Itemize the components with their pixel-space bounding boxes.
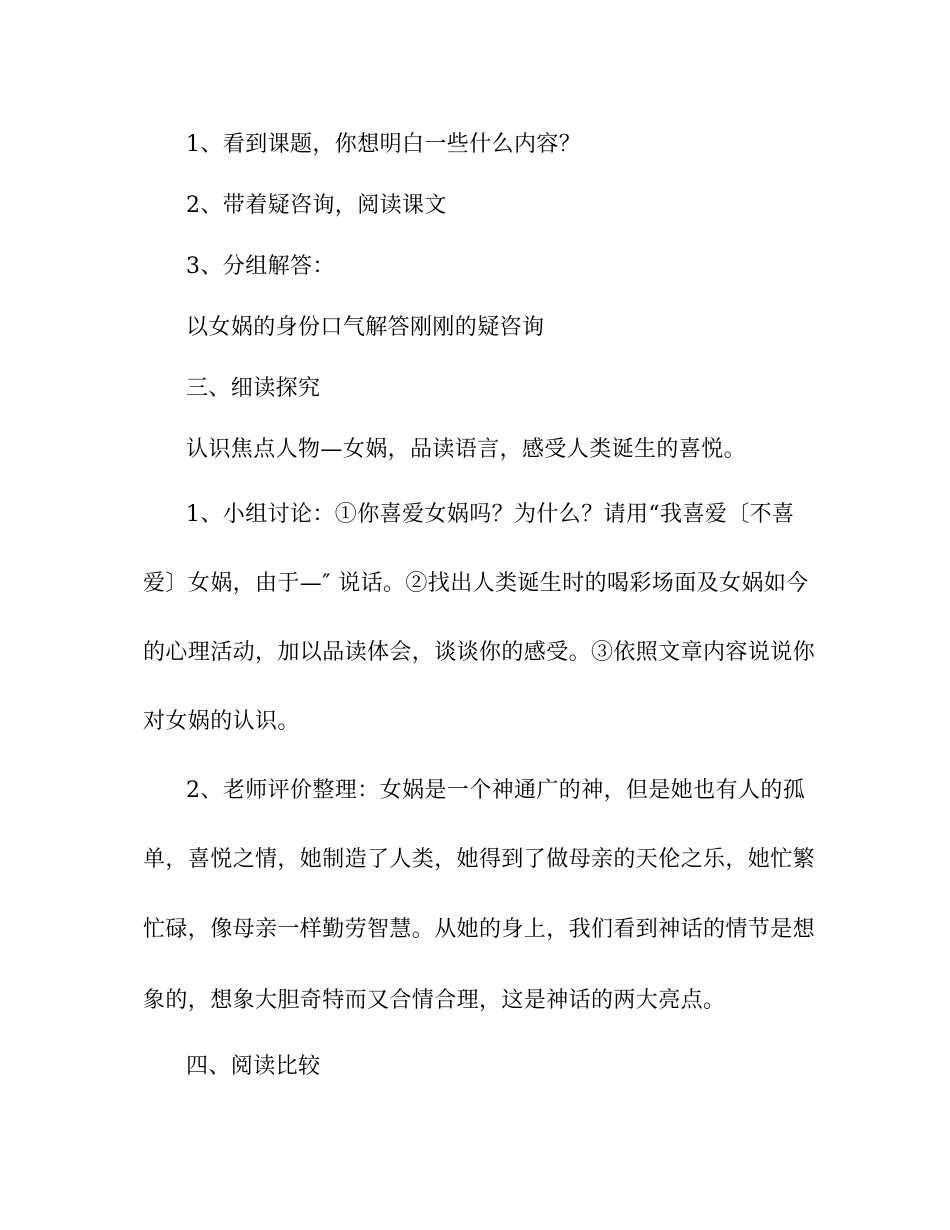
paragraph-line-3: 3、分组解答： (186, 254, 335, 279)
paragraph-line-4: 以女娲的身份口气解答刚刚的疑咨询 (186, 315, 545, 340)
paragraph-line-2: 2、带着疑咨询，阅读课文 (186, 193, 447, 218)
paragraph-line-8: 爱〕女娲，由于—″ 说话。②找出人类诞生时的喝彩场面及女娲如今 (143, 571, 809, 596)
paragraph-line-9: 的心理活动，加以品读体会，谈谈你的感受。③依照文章内容说说你 (143, 640, 816, 665)
paragraph-line-6: 认识焦点人物—女娲，品读语言，感受人类诞生的喜悦。 (186, 437, 747, 462)
paragraph-line-10: 对女娲的认识。 (143, 709, 300, 734)
paragraph-line-7: 1、小组讨论：①你喜爱女娲吗？为什么？请用“我喜爱〔不喜 (186, 502, 795, 527)
paragraph-line-12: 单，喜悦之情，她制造了人类，她得到了做母亲的天伦之乐，她忙繁 (143, 847, 816, 872)
paragraph-line-11: 2、老师评价整理：女娲是一个神通广的神，但是她也有人的孤 (186, 778, 806, 803)
paragraph-line-1: 1、看到课题，你想明白一些什么内容？ (186, 132, 582, 157)
section-heading-3: 三、细读探究 (186, 376, 321, 401)
paragraph-line-13: 忙碌，像母亲一样勤劳智慧。从她的身上，我们看到神话的情节是想 (143, 917, 816, 942)
section-heading-4: 四、阅读比较 (186, 1054, 321, 1079)
paragraph-line-14: 象的，想象大胆奇特而又合情合理，这是神话的两大亮点。 (143, 988, 726, 1013)
